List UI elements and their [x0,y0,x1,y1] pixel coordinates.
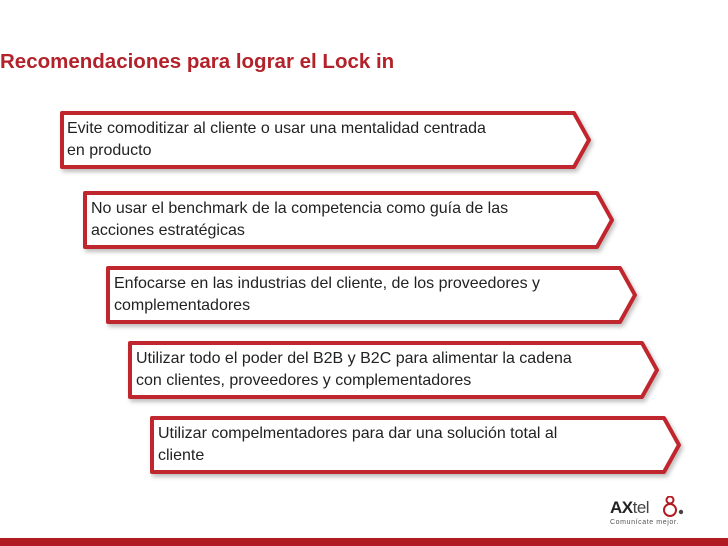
recommendation-text-2 [91,198,508,242]
recommendation-text-5 [158,423,557,467]
recommendation-line: Evite comoditizar al cliente o usar una mentalidad centrada [67,120,486,137]
recommendation-line: Enfocarse en las industrias del cliente, de los proveedores y [114,275,541,292]
recommendation-line: Utilizar todo el poder del B2B y B2C para alimentar la cadena [136,350,572,367]
recommendation-line: complementadores [114,297,251,314]
axtel-logo [610,498,690,528]
recommendation-text-1 [67,118,486,162]
recommendation-line: No usar el benchmark de la competencia como guía de las [91,200,509,217]
recommendation-text-4 [136,348,572,392]
recommendation-text-3 [114,273,540,317]
recommendation-line: Utilizar compelmentadores para dar una solución total al [158,425,558,442]
recommendation-line: cliente [158,447,205,464]
footer-bar [0,538,728,546]
logo-wordmark [610,498,649,518]
recommendation-line: en producto [67,142,152,159]
logo-wordmark-light: tel [632,498,650,517]
logo-symbol-icon [662,496,690,520]
recommendation-line: con clientes, proveedores y complementadores [136,372,472,389]
logo-wordmark-bold: AX [610,498,633,517]
logo-tagline: Comunícate mejor. [610,519,679,526]
recommendation-line: acciones estratégicas [91,222,245,239]
